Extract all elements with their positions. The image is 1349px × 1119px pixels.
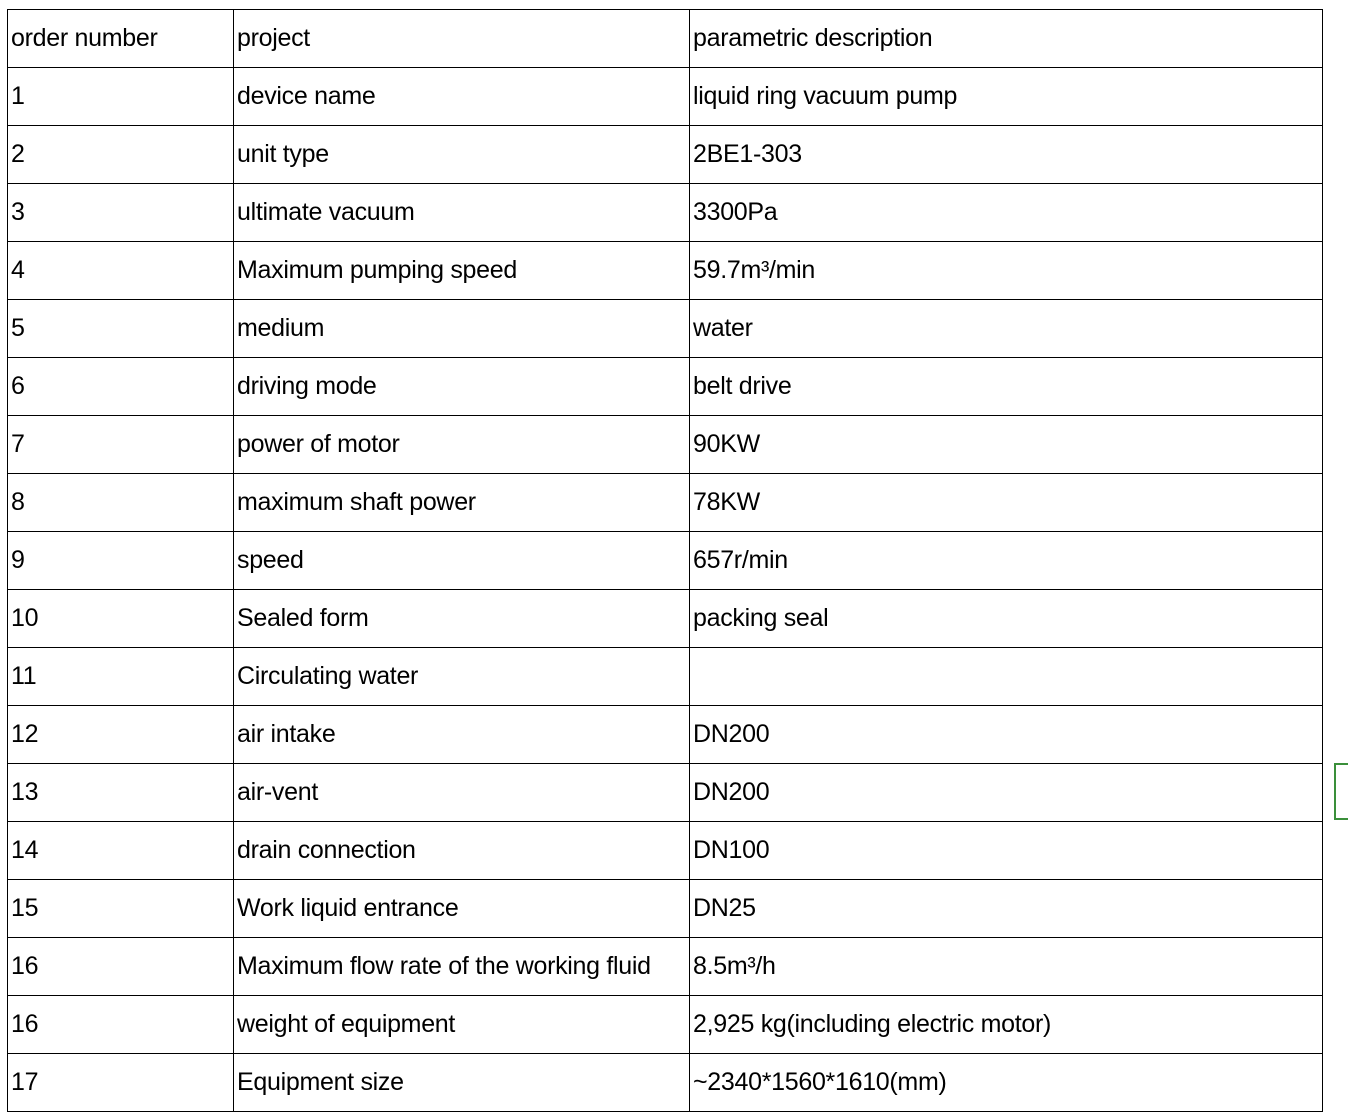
spec-table-body	[8, 10, 1323, 1112]
project-cell[interactable]: device name	[234, 68, 690, 126]
table-row	[8, 1054, 1323, 1112]
table-row	[8, 996, 1323, 1054]
order-number-cell[interactable]: 1	[8, 68, 234, 126]
table-row	[8, 242, 1323, 300]
cell-selection-indicator	[1334, 763, 1348, 820]
order-number-cell[interactable]: 6	[8, 358, 234, 416]
spec-table	[7, 9, 1323, 1112]
header-order-number[interactable]: order number	[8, 10, 234, 68]
table-row	[8, 126, 1323, 184]
order-number-cell[interactable]: 5	[8, 300, 234, 358]
order-number-cell[interactable]: 9	[8, 532, 234, 590]
project-cell[interactable]: power of motor	[234, 416, 690, 474]
order-number-cell[interactable]: 13	[8, 764, 234, 822]
parametric-description-cell[interactable]: 90KW	[690, 416, 1323, 474]
table-row	[8, 68, 1323, 126]
table-row	[8, 474, 1323, 532]
order-number-cell[interactable]: 8	[8, 474, 234, 532]
table-row	[8, 590, 1323, 648]
table-row	[8, 880, 1323, 938]
order-number-cell[interactable]: 17	[8, 1054, 234, 1112]
project-cell[interactable]: Equipment size	[234, 1054, 690, 1112]
order-number-cell[interactable]: 2	[8, 126, 234, 184]
project-cell[interactable]: medium	[234, 300, 690, 358]
project-cell[interactable]: driving mode	[234, 358, 690, 416]
project-cell[interactable]: air intake	[234, 706, 690, 764]
parametric-description-cell[interactable]: DN25	[690, 880, 1323, 938]
parametric-description-cell[interactable]: 8.5m³/h	[690, 938, 1323, 996]
table-row	[8, 416, 1323, 474]
project-cell[interactable]: Work liquid entrance	[234, 880, 690, 938]
header-parametric-description[interactable]: parametric description	[690, 10, 1323, 68]
table-row	[8, 822, 1323, 880]
order-number-cell[interactable]: 4	[8, 242, 234, 300]
order-number-cell[interactable]: 3	[8, 184, 234, 242]
table-row	[8, 532, 1323, 590]
parametric-description-cell[interactable]: 2,925 kg(including electric motor)	[690, 996, 1323, 1054]
table-row	[8, 184, 1323, 242]
parametric-description-cell[interactable]: 2BE1-303	[690, 126, 1323, 184]
order-number-cell[interactable]: 11	[8, 648, 234, 706]
parametric-description-cell[interactable]: 59.7m³/min	[690, 242, 1323, 300]
parametric-description-cell[interactable]: liquid ring vacuum pump	[690, 68, 1323, 126]
parametric-description-cell[interactable]: DN200	[690, 764, 1323, 822]
order-number-cell[interactable]: 14	[8, 822, 234, 880]
parametric-description-cell[interactable]: 78KW	[690, 474, 1323, 532]
table-row	[8, 706, 1323, 764]
order-number-cell[interactable]: 10	[8, 590, 234, 648]
parametric-description-cell[interactable]: 3300Pa	[690, 184, 1323, 242]
parametric-description-cell[interactable]: water	[690, 300, 1323, 358]
parametric-description-cell[interactable]	[690, 648, 1323, 706]
parametric-description-cell[interactable]: DN100	[690, 822, 1323, 880]
table-row	[8, 358, 1323, 416]
project-cell[interactable]: maximum shaft power	[234, 474, 690, 532]
header-row	[8, 10, 1323, 68]
table-row	[8, 764, 1323, 822]
project-cell[interactable]: weight of equipment	[234, 996, 690, 1054]
table-row	[8, 938, 1323, 996]
parametric-description-cell[interactable]: packing seal	[690, 590, 1323, 648]
order-number-cell[interactable]: 16	[8, 938, 234, 996]
parametric-description-cell[interactable]: 657r/min	[690, 532, 1323, 590]
project-cell[interactable]: drain connection	[234, 822, 690, 880]
order-number-cell[interactable]: 12	[8, 706, 234, 764]
project-cell[interactable]: Sealed form	[234, 590, 690, 648]
table-row	[8, 648, 1323, 706]
order-number-cell[interactable]: 16	[8, 996, 234, 1054]
order-number-cell[interactable]: 15	[8, 880, 234, 938]
order-number-cell[interactable]: 7	[8, 416, 234, 474]
table-row	[8, 300, 1323, 358]
project-cell[interactable]: speed	[234, 532, 690, 590]
project-cell[interactable]: unit type	[234, 126, 690, 184]
project-cell[interactable]: ultimate vacuum	[234, 184, 690, 242]
parametric-description-cell[interactable]: belt drive	[690, 358, 1323, 416]
parametric-description-cell[interactable]: ~2340*1560*1610(mm)	[690, 1054, 1323, 1112]
project-cell[interactable]: Maximum flow rate of the working fluid	[234, 938, 690, 996]
project-cell[interactable]: Maximum pumping speed	[234, 242, 690, 300]
project-cell[interactable]: Circulating water	[234, 648, 690, 706]
header-project[interactable]: project	[234, 10, 690, 68]
parametric-description-cell[interactable]: DN200	[690, 706, 1323, 764]
project-cell[interactable]: air-vent	[234, 764, 690, 822]
